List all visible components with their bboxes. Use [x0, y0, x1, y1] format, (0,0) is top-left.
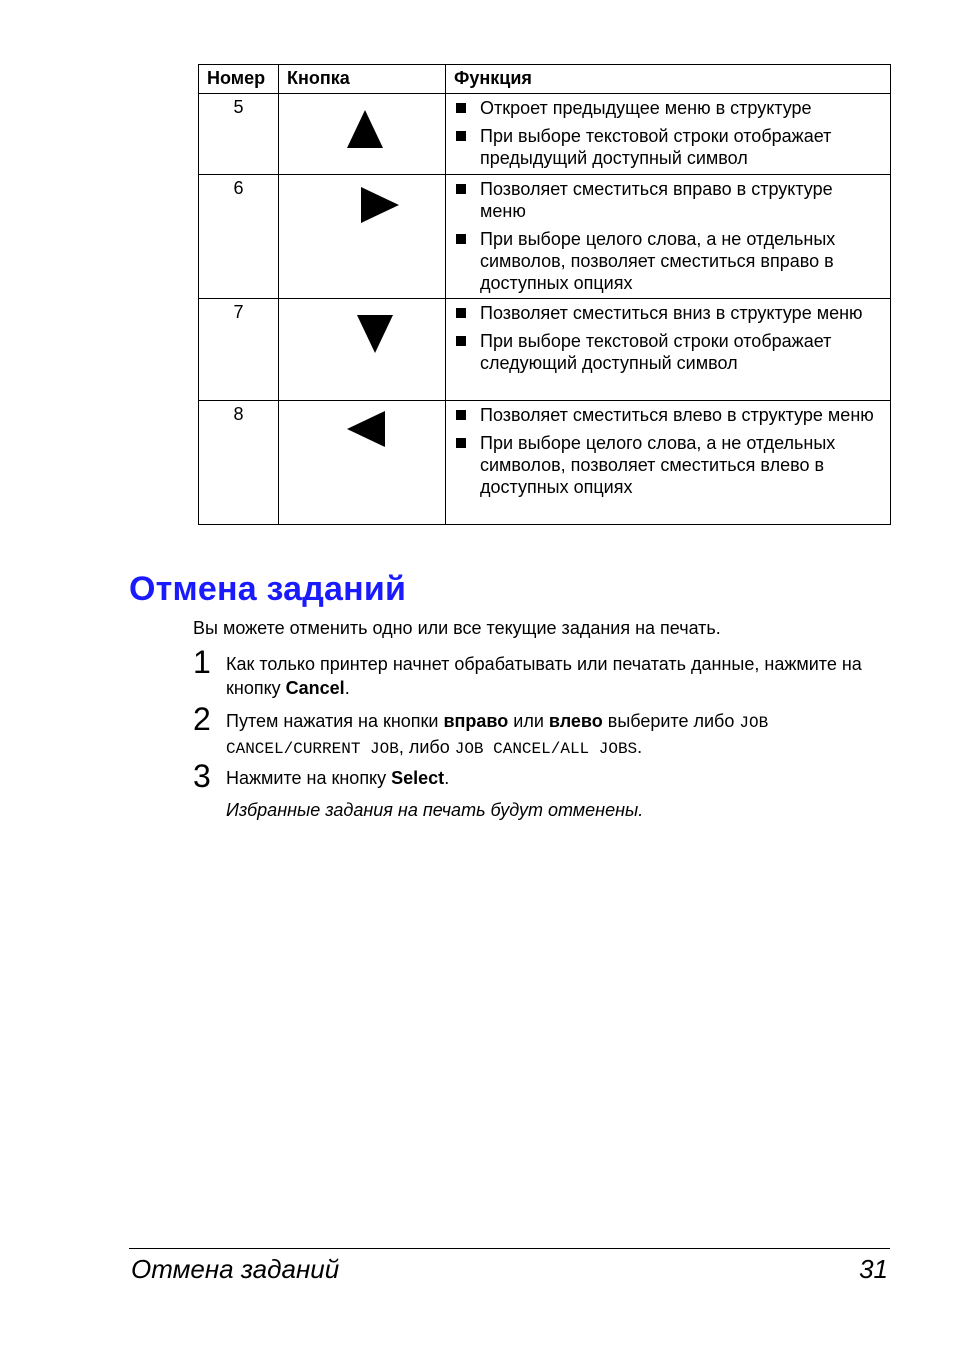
- function-text: Позволяет сместиться вправо в структуре меню: [480, 179, 833, 221]
- step-number: 3: [193, 758, 211, 794]
- page-number: 31: [859, 1254, 888, 1284]
- header-function: Функция: [446, 65, 891, 94]
- menu-option-current-job: JOB CANCEL/CURRENT JOB: [226, 714, 769, 758]
- menu-option-all-jobs: JOB CANCEL/ALL JOBS: [454, 740, 638, 758]
- step-3: [193, 758, 873, 794]
- row-functions: [446, 401, 891, 525]
- select-button-label: Select: [391, 768, 445, 788]
- bullet-square-icon: [456, 336, 466, 346]
- function-item: [456, 125, 882, 169]
- row-button: [279, 299, 446, 401]
- function-text: Позволяет сместиться вниз в структуре меню: [480, 303, 863, 323]
- bullet-square-icon: [456, 308, 466, 318]
- row-number: 8: [199, 401, 279, 525]
- function-item: [456, 432, 882, 498]
- footer-title: Отмена заданий: [131, 1254, 340, 1284]
- section-intro: Вы можете отменить одно или все текущие задания на печать.: [193, 618, 721, 638]
- table-header-row: [199, 65, 891, 94]
- button-function-table: [198, 64, 891, 525]
- step-1: [193, 644, 873, 700]
- function-item: [456, 330, 882, 374]
- bullet-square-icon: [456, 131, 466, 141]
- step-text: Путем нажатия на кнопки вправо или влево выберите либо JOB CANCEL/CURRENT JOB, либо JOB CANCEL/ALL JOBS.: [226, 711, 769, 758]
- row-functions: [446, 299, 891, 401]
- function-item: [456, 302, 882, 324]
- step-number: 1: [193, 644, 211, 680]
- down-arrow-icon: [357, 315, 393, 353]
- row-button: [279, 175, 446, 299]
- step-text: Как только принтер начнет обрабатывать или печатать данные, нажмите на кнопку Cancel.: [226, 654, 862, 698]
- section-heading: Отмена заданий: [129, 570, 407, 608]
- function-text: При выборе целого слова, а не отдельных символов, позволяет сместиться вправо в доступных опциях: [480, 229, 836, 293]
- table-row: [199, 94, 891, 175]
- row-button: [279, 401, 446, 525]
- table-row: [199, 299, 891, 401]
- right-button-label: вправо: [443, 711, 509, 731]
- function-item: [456, 228, 882, 294]
- function-item: [456, 404, 882, 426]
- footer-divider: [129, 1248, 890, 1249]
- function-text: При выборе текстовой строки отображает предыдущий доступный символ: [480, 126, 832, 168]
- bullet-square-icon: [456, 234, 466, 244]
- row-number: 7: [199, 299, 279, 401]
- row-number: 5: [199, 94, 279, 175]
- row-button: [279, 94, 446, 175]
- table-row: [199, 401, 891, 525]
- cancel-button-label: Cancel: [285, 678, 345, 698]
- step-2: [193, 701, 873, 761]
- function-text: При выборе целого слова, а не отдельных символов, позволяет сместиться влево в доступных опциях: [480, 433, 836, 497]
- bullet-square-icon: [456, 184, 466, 194]
- row-number: 6: [199, 175, 279, 299]
- function-item: [456, 178, 882, 222]
- bullet-square-icon: [456, 410, 466, 420]
- function-text: При выборе текстовой строки отображает следующий доступный символ: [480, 331, 832, 373]
- table-row: [199, 175, 891, 299]
- left-arrow-icon: [347, 411, 385, 447]
- bullet-square-icon: [456, 438, 466, 448]
- row-functions: [446, 175, 891, 299]
- left-button-label: влево: [548, 711, 603, 731]
- step-number: 2: [193, 701, 211, 737]
- header-number: Номер: [199, 65, 279, 94]
- function-item: [456, 97, 882, 119]
- bullet-square-icon: [456, 103, 466, 113]
- step-result: Избранные задания на печать будут отменены.: [226, 800, 644, 820]
- function-text: Откроет предыдущее меню в структуре: [480, 98, 812, 118]
- step-text: Нажмите на кнопку Select.: [226, 768, 450, 788]
- right-arrow-icon: [361, 187, 399, 223]
- function-text: Позволяет сместиться влево в структуре меню: [480, 405, 874, 425]
- header-button: Кнопка: [279, 65, 446, 94]
- row-functions: [446, 94, 891, 175]
- up-arrow-icon: [347, 110, 383, 148]
